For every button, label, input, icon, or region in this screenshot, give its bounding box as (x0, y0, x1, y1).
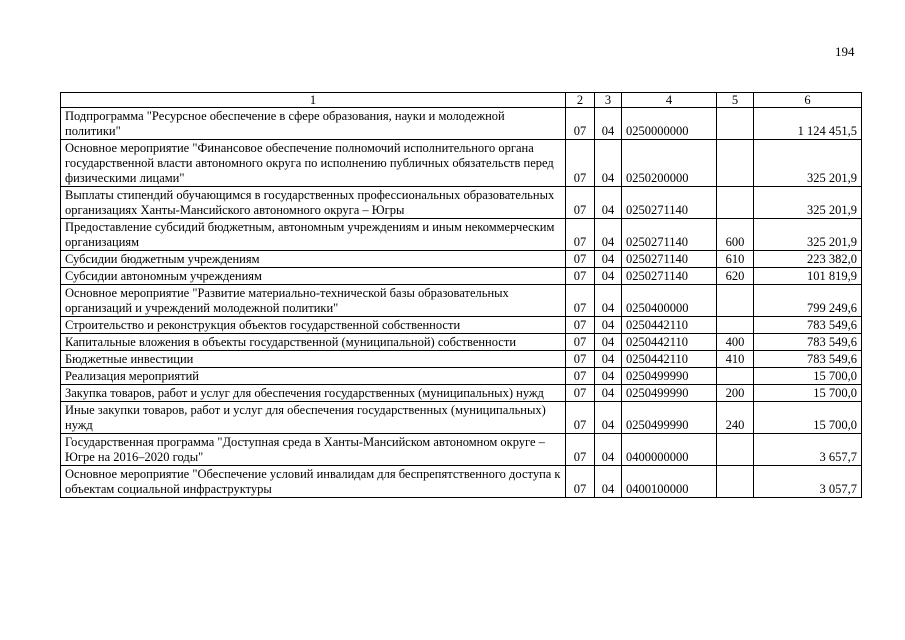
table-row (61, 402, 862, 434)
row-amount-cell: 783 549,6 (754, 334, 862, 351)
row-target-code-cell: 0250442110 (622, 317, 717, 334)
row-target-code-cell: 0250271140 (622, 187, 717, 219)
row-section-cell: 07 (566, 251, 595, 268)
table-row (61, 368, 862, 385)
table-row (61, 108, 862, 140)
row-expense-type-cell: 400 (717, 334, 754, 351)
row-amount-cell: 101 819,9 (754, 268, 862, 285)
row-subsection-cell: 04 (595, 368, 622, 385)
row-amount-cell: 325 201,9 (754, 140, 862, 187)
row-target-code-cell: 0250271140 (622, 268, 717, 285)
row-target-code-cell: 0400100000 (622, 466, 717, 498)
row-name-cell: Реализация мероприятий (61, 368, 566, 385)
header-cell-2: 2 (566, 93, 595, 108)
row-expense-type-cell (717, 466, 754, 498)
table-row (61, 251, 862, 268)
row-name-cell: Подпрограмма "Ресурсное обеспечение в сфере образования, науки и молодежной политики" (61, 108, 566, 140)
row-subsection-cell: 04 (595, 219, 622, 251)
row-expense-type-cell: 600 (717, 219, 754, 251)
budget-table (60, 92, 862, 498)
row-subsection-cell: 04 (595, 434, 622, 466)
row-subsection-cell: 04 (595, 466, 622, 498)
header-cell-1: 1 (61, 93, 566, 108)
row-name-cell: Предоставление субсидий бюджетным, автономным учреждениям и иным некоммерческим организациям (61, 219, 566, 251)
row-subsection-cell: 04 (595, 108, 622, 140)
table-row (61, 466, 862, 498)
table-row (61, 140, 862, 187)
row-target-code-cell: 0250499990 (622, 402, 717, 434)
row-name-cell: Капитальные вложения в объекты государственной (муниципальной) собственности (61, 334, 566, 351)
row-expense-type-cell: 610 (717, 251, 754, 268)
row-name-cell: Основное мероприятие "Финансовое обеспечение полномочий исполнительного органа государственной власти автономного округа по исполнению публичных обязательств перед физическими лицами" (61, 140, 566, 187)
row-subsection-cell: 04 (595, 251, 622, 268)
row-section-cell: 07 (566, 334, 595, 351)
table-row (61, 351, 862, 368)
row-section-cell: 07 (566, 385, 595, 402)
row-name-cell: Бюджетные инвестиции (61, 351, 566, 368)
row-amount-cell: 325 201,9 (754, 187, 862, 219)
row-subsection-cell: 04 (595, 334, 622, 351)
row-name-cell: Иные закупки товаров, работ и услуг для обеспечения государственных (муниципальных) нужд (61, 402, 566, 434)
row-amount-cell: 3 657,7 (754, 434, 862, 466)
row-target-code-cell: 0250499990 (622, 385, 717, 402)
row-name-cell: Государственная программа "Доступная среда в Ханты-Мансийском автономном округе – Югре на 2016–2020 годы" (61, 434, 566, 466)
page-number: 194 (835, 44, 855, 59)
row-amount-cell: 223 382,0 (754, 251, 862, 268)
row-amount-cell: 15 700,0 (754, 385, 862, 402)
row-section-cell: 07 (566, 434, 595, 466)
row-target-code-cell: 0250400000 (622, 285, 717, 317)
row-section-cell: 07 (566, 402, 595, 434)
row-target-code-cell: 0250000000 (622, 108, 717, 140)
row-target-code-cell: 0250271140 (622, 219, 717, 251)
row-expense-type-cell (717, 187, 754, 219)
table-row (61, 317, 862, 334)
row-subsection-cell: 04 (595, 351, 622, 368)
row-amount-cell: 15 700,0 (754, 368, 862, 385)
table-row (61, 285, 862, 317)
row-name-cell: Субсидии автономным учреждениям (61, 268, 566, 285)
row-subsection-cell: 04 (595, 187, 622, 219)
row-subsection-cell: 04 (595, 402, 622, 434)
row-target-code-cell: 0400000000 (622, 434, 717, 466)
header-cell-4: 4 (622, 93, 717, 108)
row-section-cell: 07 (566, 140, 595, 187)
row-expense-type-cell (717, 368, 754, 385)
row-amount-cell: 783 549,6 (754, 351, 862, 368)
row-expense-type-cell (717, 140, 754, 187)
table-row (61, 434, 862, 466)
row-name-cell: Закупка товаров, работ и услуг для обеспечения государственных (муниципальных) нужд (61, 385, 566, 402)
row-section-cell: 07 (566, 285, 595, 317)
header-cell-3: 3 (595, 93, 622, 108)
table-row (61, 187, 862, 219)
row-amount-cell: 15 700,0 (754, 402, 862, 434)
table-row (61, 385, 862, 402)
row-subsection-cell: 04 (595, 140, 622, 187)
row-target-code-cell: 0250271140 (622, 251, 717, 268)
row-section-cell: 07 (566, 219, 595, 251)
row-name-cell: Основное мероприятие "Развитие материально-технической базы образовательных организаций и учреждений молодежной политики" (61, 285, 566, 317)
row-amount-cell: 3 057,7 (754, 466, 862, 498)
row-name-cell: Субсидии бюджетным учреждениям (61, 251, 566, 268)
row-amount-cell: 799 249,6 (754, 285, 862, 317)
row-amount-cell: 1 124 451,5 (754, 108, 862, 140)
row-expense-type-cell (717, 108, 754, 140)
table-header-row (61, 93, 862, 108)
row-target-code-cell: 0250499990 (622, 368, 717, 385)
header-cell-6: 6 (754, 93, 862, 108)
row-section-cell: 07 (566, 317, 595, 334)
row-name-cell: Строительство и реконструкция объектов государственной собственности (61, 317, 566, 334)
row-amount-cell: 783 549,6 (754, 317, 862, 334)
row-section-cell: 07 (566, 108, 595, 140)
row-expense-type-cell: 240 (717, 402, 754, 434)
row-expense-type-cell: 200 (717, 385, 754, 402)
row-expense-type-cell: 410 (717, 351, 754, 368)
row-expense-type-cell (717, 285, 754, 317)
row-subsection-cell: 04 (595, 268, 622, 285)
row-expense-type-cell (717, 434, 754, 466)
row-subsection-cell: 04 (595, 385, 622, 402)
row-target-code-cell: 0250200000 (622, 140, 717, 187)
header-cell-5: 5 (717, 93, 754, 108)
row-target-code-cell: 0250442110 (622, 351, 717, 368)
row-section-cell: 07 (566, 268, 595, 285)
row-subsection-cell: 04 (595, 285, 622, 317)
row-section-cell: 07 (566, 368, 595, 385)
table-row (61, 219, 862, 251)
row-target-code-cell: 0250442110 (622, 334, 717, 351)
row-section-cell: 07 (566, 187, 595, 219)
row-name-cell: Основное мероприятие "Обеспечение условий инвалидам для беспрепятственного доступа к объектам социальной инфраструктуры (61, 466, 566, 498)
table-row (61, 334, 862, 351)
table-row (61, 268, 862, 285)
row-name-cell: Выплаты стипендий обучающимся в государственных профессиональных образовательных организациях Ханты-Мансийского автономного округа – Югры (61, 187, 566, 219)
row-amount-cell: 325 201,9 (754, 219, 862, 251)
row-expense-type-cell (717, 317, 754, 334)
row-expense-type-cell: 620 (717, 268, 754, 285)
row-section-cell: 07 (566, 351, 595, 368)
row-section-cell: 07 (566, 466, 595, 498)
row-subsection-cell: 04 (595, 317, 622, 334)
table-body (61, 93, 862, 498)
